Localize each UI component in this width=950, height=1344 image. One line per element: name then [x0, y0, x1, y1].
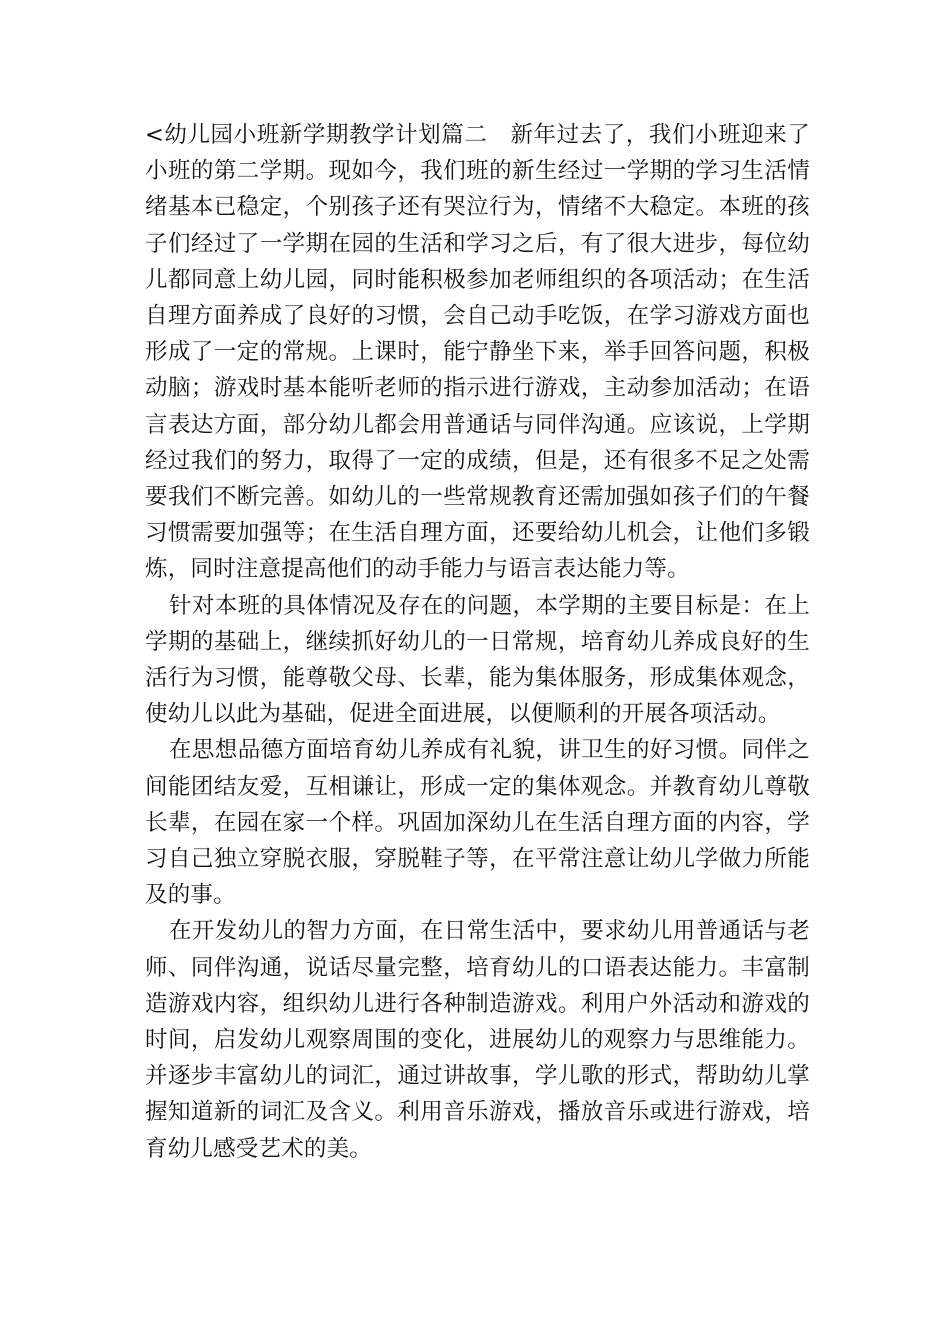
paragraph-moral-education: 在思想品德方面培育幼儿养成有礼貌，讲卫生的好习惯。同伴之间能团结友爱，互相谦让，形成一定的集体观念。并教育幼儿尊敬长辈，在园在家一个样。巩固加深幼儿在生活自理方面的内容，学习自己独立穿脱衣服，穿脱鞋子等，在平常注意让幼儿学做力所能及的事。 — [145, 737, 810, 909]
paragraph-intro: <幼儿园小班新学期教学计划篇二 新年过去了，我们小班迎来了小班的第二学期。现如今，我们班的新生经过一学期的学习生活情绪基本已稳定，个别孩子还有哭泣行为，情绪不大稳定。本班的孩子们经过了一学期在园的生活和学习之后，有了很大进步，每位幼儿都同意上幼儿园，同时能积极参加老师组织的各项活动；在生活自理方面养成了良好的习惯，会自己动手吃饭，在学习游戏方面也形成了一定的常规。上课时，能宁静坐下来，举手回答问题，积极动脑；游戏时基本能听老师的指示进行游戏，主动参加活动；在语言表达方面，部分幼儿都会用普通话与同伴沟通。应该说，上学期经过我们的努力，取得了一定的成绩，但是，还有很多不足之处需要我们不断完善。如幼儿的一些常规教育还需加强如孩子们的午餐习惯需要加强等；在生活自理方面，还要给幼儿机会，让他们多锻炼，同时注意提高他们的动手能力与语言表达能力等。 — [145, 122, 810, 583]
paragraph-goals: 针对本班的具体情况及存在的问题，本学期的主要目标是：在上学期的基础上，继续抓好幼儿的一日常规，培育幼儿养成良好的生活行为习惯，能尊敬父母、长辈，能为集体服务，形成集体观念，使幼儿以此为基础，促进全面进展，以便顺利的开展各项活动。 — [145, 592, 810, 728]
paragraph-intellectual-development: 在开发幼儿的智力方面，在日常生活中，要求幼儿用普通话与老师、同伴沟通，说话尽量完整，培育幼儿的口语表达能力。丰富制造游戏内容，组织幼儿进行各种制造游戏。利用户外活动和游戏的时间，启发幼儿观察周围的变化，进展幼儿的观察力与思维能力。并逐步丰富幼儿的词汇，通过讲故事，学儿歌的形式，帮助幼儿掌握知道新的词汇及含义。利用音乐游戏，播放音乐或进行游戏，培育幼儿感受艺术的美。 — [145, 918, 810, 1162]
document-body — [145, 117, 810, 1167]
